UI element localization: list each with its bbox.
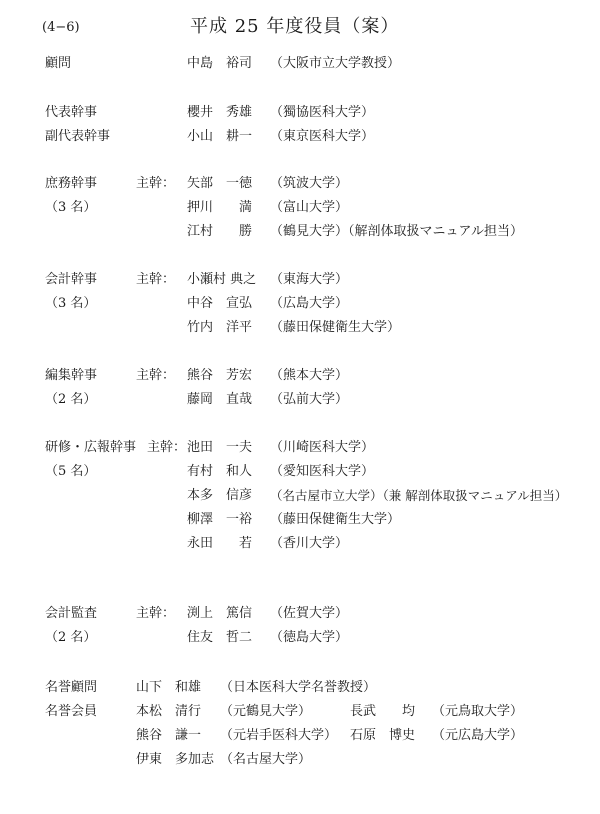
- member-name: 中島 裕司: [187, 56, 253, 71]
- member-affiliation: （徳島大学）: [270, 630, 349, 645]
- chief-label: 主幹：: [136, 272, 176, 287]
- role-label: 名誉顧問: [45, 680, 98, 695]
- member-name: 永田 若: [187, 536, 253, 551]
- role-label: 研修・広報幹事: [45, 440, 137, 455]
- member-name: 藤岡 直哉: [187, 392, 253, 407]
- member-affiliation: （弘前大学）: [270, 392, 349, 407]
- member-affiliation: （獨協医科大学）: [270, 105, 375, 120]
- member-name: 石原 博史: [350, 728, 416, 743]
- member-name: 柳澤 一裕: [187, 512, 253, 527]
- member-affiliation: （大阪市立大学教授）: [270, 56, 401, 71]
- member-affiliation: （鶴見大学）（解剖体取扱マニュアル担当）: [270, 224, 523, 239]
- member-affiliation: （日本医科大学名誉教授）: [220, 680, 377, 695]
- member-affiliation: （川崎医科大学）: [270, 440, 375, 455]
- page-title: 平成 25 年度役員（案）: [190, 16, 400, 37]
- member-name: 池田 一夫: [187, 440, 253, 455]
- member-affiliation: （名古屋市立大学）（兼 解剖体取扱マニュアル担当）: [270, 488, 568, 503]
- member-name: 中谷 宣弘: [187, 296, 253, 311]
- role-label: 代表幹事: [45, 105, 98, 120]
- member-affiliation: （富山大学）: [270, 200, 349, 215]
- member-affiliation: （藤田保健衛生大学）: [270, 320, 401, 335]
- member-affiliation: （愛知医科大学）: [270, 464, 375, 479]
- chief-label: 主幹：: [136, 176, 176, 191]
- member-count: （3 名）: [45, 200, 97, 215]
- member-name: 熊谷 謙一: [136, 728, 202, 743]
- member-name: 熊谷 芳宏: [187, 368, 253, 383]
- member-affiliation: （元広島大学）: [432, 728, 524, 743]
- member-name: 長武 均: [350, 704, 416, 719]
- member-name: 江村 勝: [187, 224, 253, 239]
- role-label: 名誉会員: [45, 704, 98, 719]
- role-label: 会計幹事: [45, 272, 98, 287]
- role-label: 副代表幹事: [45, 129, 111, 144]
- member-count: （2 名）: [45, 630, 97, 645]
- member-affiliation: （元鳥取大学）: [432, 704, 524, 719]
- chief-label: 主幹：: [136, 606, 176, 621]
- member-count: （2 名）: [45, 392, 97, 407]
- member-affiliation: （元鶴見大学）: [220, 704, 312, 719]
- member-name: 押川 満: [187, 200, 253, 215]
- member-affiliation: （熊本大学）: [270, 368, 349, 383]
- member-affiliation: （東海大学）: [270, 272, 349, 287]
- member-count: （3 名）: [45, 296, 97, 311]
- member-name: 伊東 多加志: [136, 752, 215, 767]
- role-label: 顧問: [45, 56, 72, 71]
- member-affiliation: （香川大学）: [270, 536, 349, 551]
- chief-label: 主幹：: [136, 368, 176, 383]
- member-name: 矢部 一徳: [187, 176, 253, 191]
- member-affiliation: （広島大学）: [270, 296, 349, 311]
- chief-label: 主幹：: [147, 440, 187, 455]
- role-label: 編集幹事: [45, 368, 98, 383]
- member-affiliation: （名古屋大学）: [220, 752, 312, 767]
- role-label: 庶務幹事: [45, 176, 98, 191]
- member-affiliation: （筑波大学）: [270, 176, 349, 191]
- member-name: 渕上 篤信: [187, 606, 253, 621]
- member-count: （5 名）: [45, 464, 97, 479]
- member-name: 有村 和人: [187, 464, 253, 479]
- member-name: 本多 信彦: [187, 488, 253, 503]
- member-name: 櫻井 秀雄: [187, 105, 253, 120]
- member-name: 竹内 洋平: [187, 320, 253, 335]
- member-name: 小瀬村 典之: [187, 272, 257, 287]
- member-name: 本松 清行: [136, 704, 202, 719]
- role-label: 会計監査: [45, 606, 98, 621]
- member-affiliation: （元岩手医科大学）: [220, 728, 338, 743]
- member-affiliation: （藤田保健衛生大学）: [270, 512, 401, 527]
- member-name: 住友 哲二: [187, 630, 253, 645]
- member-name: 小山 耕一: [187, 129, 253, 144]
- member-affiliation: （佐賀大学）: [270, 606, 349, 621]
- member-affiliation: （東京医科大学）: [270, 129, 375, 144]
- member-name: 山下 和雄: [136, 680, 202, 695]
- section-number: (4−6): [42, 20, 80, 35]
